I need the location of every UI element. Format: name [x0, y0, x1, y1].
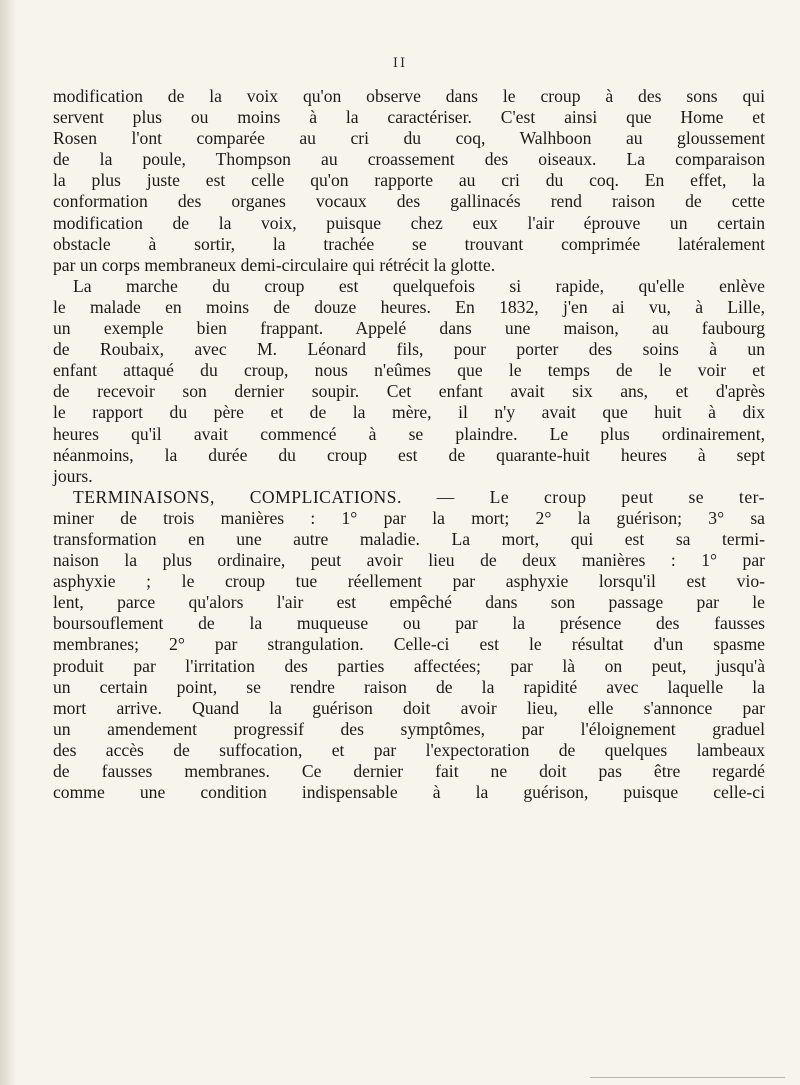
- text-line: transformation en une autre maladie. La mort, qui est sa termi-: [53, 528, 765, 549]
- text-line: de Roubaix, avec M. Léonard fils, pour porter des soins à un: [53, 339, 765, 360]
- paragraph-terminations: [53, 487, 765, 803]
- paragraph-voice-modification: [53, 86, 765, 276]
- text-line: jours.: [53, 465, 93, 486]
- text-line: de la poule, Thompson au croassement des oiseaux. La comparaison: [53, 149, 765, 170]
- body-text: [53, 86, 765, 803]
- text-line: enfant attaqué du croup, nous n'eûmes que le temps de le voir et: [53, 360, 765, 381]
- text-line: modification de la voix qu'on observe dans le croup à des sons qui: [53, 86, 765, 106]
- text-line: boursouflement de la muqueuse ou par la présence des fausses: [53, 613, 765, 634]
- text-line: un certain point, se rendre raison de la rapidité avec laquelle la: [53, 676, 765, 697]
- page-gutter-shadow: [0, 0, 16, 1085]
- text-line: le rapport du père et de la mère, il n'y avait que huit à dix: [53, 402, 765, 423]
- text-line: membranes; 2° par strangulation. Celle-ci est le résultat d'un spasme: [53, 634, 765, 655]
- text-line: mort arrive. Quand la guérison doit avoir lieu, elle s'annonce par: [53, 697, 765, 718]
- page-number: II: [392, 56, 408, 71]
- text-line: comme une condition indispensable à la guérison, puisque celle-ci: [53, 782, 765, 803]
- text-line: produit par l'irritation des parties affectées; par là on peut, jusqu'à: [53, 655, 765, 676]
- text-line: servent plus ou moins à la caractériser. C'est ainsi que Home et: [53, 107, 765, 128]
- text-line: miner de trois manières : 1° par la mort; 2° la guérison; 3° sa: [53, 507, 765, 528]
- text-line: néanmoins, la durée du croup est de quarante-huit heures à sept: [53, 444, 765, 465]
- text-line: heures qu'il avait commencé à se plaindre. Le plus ordinairement,: [53, 423, 765, 444]
- text-line: conformation des organes vocaux des gallinacés rend raison de cette: [53, 191, 765, 212]
- text-line: la plus juste est celle qu'on rapporte au cri du coq. En effet, la: [53, 170, 765, 191]
- page-bottom-rule: [590, 1077, 785, 1078]
- text-line: lent, parce qu'alors l'air est empêché dans son passage par le: [53, 592, 765, 613]
- text-line: de fausses membranes. Ce dernier fait ne doit pas être regardé: [53, 761, 765, 781]
- text-line: de recevoir son dernier soupir. Cet enfant avait six ans, et d'après: [53, 381, 765, 402]
- text-line: asphyxie ; le croup tue réellement par asphyxie lorsqu'il est vio-: [53, 571, 765, 592]
- text-line: Rosen l'ont comparée au cri du coq, Walhboon au gloussement: [53, 128, 765, 149]
- paragraph-croup-course: [53, 276, 765, 487]
- text-line: des accès de suffocation, et par l'expectoration de quelques lambeaux: [53, 739, 765, 760]
- text-line: un exemple bien frappant. Appelé dans une maison, au faubourg: [53, 318, 765, 339]
- text-line: le malade en moins de douze heures. En 1832, j'en ai vu, à Lille,: [53, 296, 765, 317]
- text-line: modification de la voix, puisque chez eux l'air éprouve un certain: [53, 212, 765, 233]
- text-line: un amendement progressif des symptômes, par l'éloignement graduel: [53, 718, 765, 739]
- text-line: naison la plus ordinaire, peut avoir lieu de deux manières : 1° par: [53, 550, 765, 571]
- text-line: par un corps membraneux demi-circulaire qui rétrécit la glotte.: [53, 254, 496, 275]
- section-heading-line: TERMINAISONS, COMPLICATIONS. — Le croup peut se ter-: [73, 486, 765, 507]
- text-line: La marche du croup est quelquefois si rapide, qu'elle enlève: [73, 275, 765, 296]
- text-line: obstacle à sortir, la trachée se trouvant comprimée latéralement: [53, 233, 765, 254]
